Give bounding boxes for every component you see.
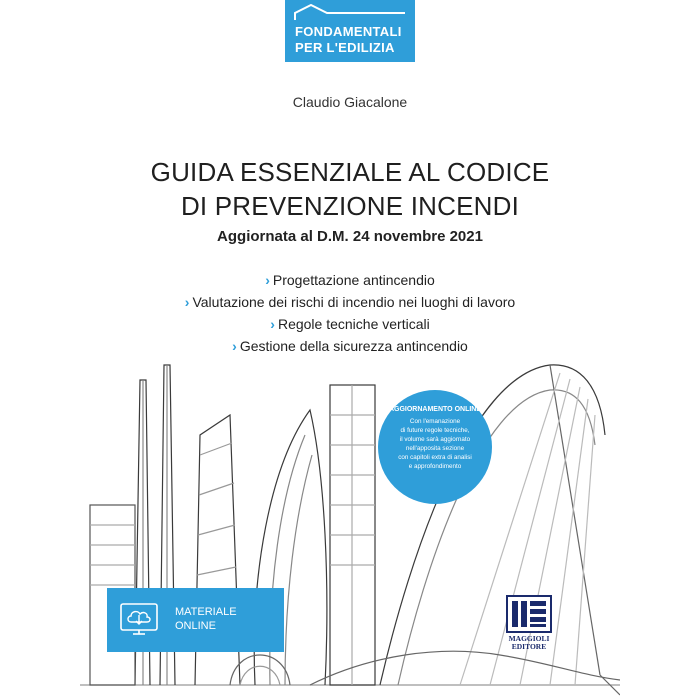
series-title-line2: PER L'EDILIZIA: [295, 40, 395, 55]
bullet-icon: ›: [184, 294, 190, 310]
topic-item: [80, 313, 620, 335]
online-update-line: il volume sarà aggiornato: [399, 436, 471, 443]
online-material-line2: ONLINE: [175, 620, 216, 632]
house-roof-icon: [285, 4, 415, 24]
book-title: [80, 155, 620, 223]
topic-list: [80, 269, 620, 357]
online-update-line: con capitoli extra di analisi: [398, 454, 472, 461]
online-update-line: e approfondimento: [408, 463, 462, 470]
book-title-line1: GUIDA ESSENZIALE AL CODICE: [150, 157, 550, 187]
cloud-download-icon: [119, 600, 159, 640]
publisher-logo: [505, 594, 553, 651]
topic-text: Progettazione antincendio: [272, 272, 435, 288]
online-update-text: [390, 417, 480, 471]
publisher-name-line2: EDITORE: [511, 642, 547, 651]
online-update-heading: AGGIORNAMENTO ONLINE: [388, 406, 482, 413]
topic-text: Regole tecniche verticali: [277, 316, 430, 332]
bullet-icon: ›: [265, 272, 270, 288]
book-title-line2: DI PREVENZIONE INCENDI: [180, 191, 520, 221]
maggioli-logo-icon: [505, 594, 553, 634]
topic-text: Gestione della sicurezza antincendio: [239, 338, 468, 354]
online-update-badge: [378, 390, 492, 504]
series-badge: [285, 0, 415, 62]
author-name: Claudio Giacalone: [292, 94, 408, 110]
bullet-icon: ›: [232, 338, 237, 354]
online-material-line1: MATERIALE: [175, 606, 237, 618]
topic-item: [80, 335, 620, 357]
publisher-name-line1: MAGGIOLI: [508, 634, 550, 643]
online-material-label: [175, 605, 237, 633]
series-title-line1: FONDAMENTALI: [295, 24, 402, 39]
topic-item: [80, 291, 620, 313]
book-subtitle: Aggiornata al D.M. 24 novembre 2021: [217, 228, 483, 245]
online-update-line: di future regole tecniche,: [400, 427, 470, 434]
topic-text: Valutazione dei rischi di incendio nei luoghi di lavoro: [192, 294, 516, 310]
book-cover: [80, 0, 620, 700]
bullet-icon: ›: [270, 316, 275, 332]
online-material-box: [107, 588, 284, 652]
topic-item: [80, 269, 620, 291]
online-update-line: Con l'emanazione: [409, 418, 461, 425]
online-update-line: nell'apposita sezione: [405, 445, 465, 452]
publisher-name: [501, 635, 557, 651]
